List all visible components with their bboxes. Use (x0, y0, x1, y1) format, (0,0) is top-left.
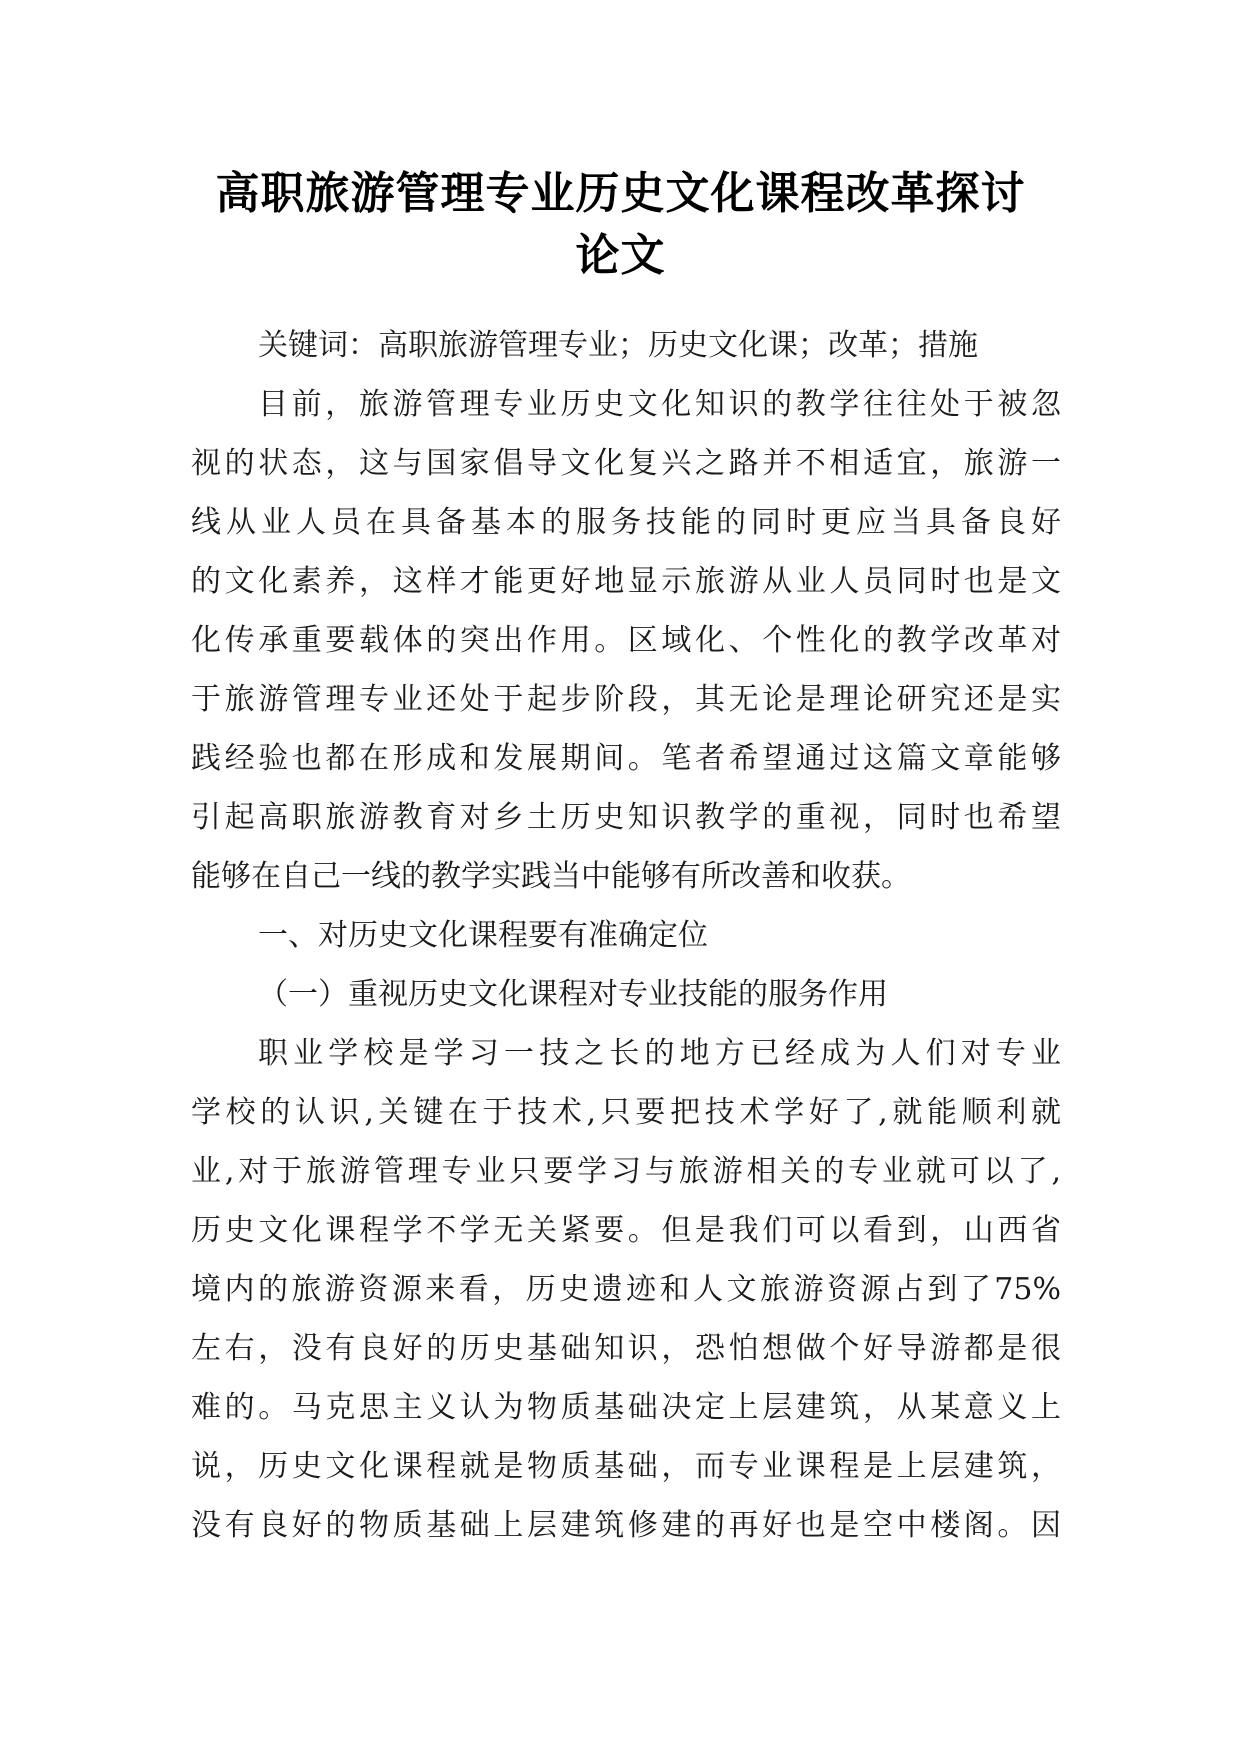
paragraph-line: 左右，没有良好的历史基础知识，恐怕想做个好导游都是很 (191, 1331, 1061, 1366)
paragraph-line: 没有良好的物质基础上层建筑修建的再好也是空中楼阁。因 (191, 1508, 1061, 1543)
paragraph-line: 的文化素养，这样才能更好地显示旅游从业人员同时也是文 (191, 564, 1061, 599)
paragraph-line: 难的。马克思主义认为物质基础决定上层建筑，从某意义上 (191, 1390, 1061, 1425)
page-title: 高职旅游管理专业历史文化课程改革探讨 (215, 168, 1026, 219)
page-title-continued: 论文 (575, 230, 666, 281)
paragraph-line: 线从业人员在具备基本的服务技能的同时更应当具备良好 (191, 505, 1061, 540)
paragraph-line: 历史文化课程学不学无关紧要。但是我们可以看到，山西省 (191, 1213, 1061, 1248)
paragraph-line: 境内的旅游资源来看，历史遗迹和人文旅游资源占到了75% (191, 1272, 1061, 1307)
paragraph-line: 践经验也都在形成和发展期间。笔者希望通过这篇文章能够 (191, 741, 1061, 776)
paragraph-line: 学校的认识,关键在于技术,只要把技术学好了,就能顺利就 (191, 1095, 1061, 1130)
paragraph-line: 视的状态，这与国家倡导文化复兴之路并不相适宜，旅游一 (191, 446, 1061, 481)
paragraph-line: 引起高职旅游教育对乡土历史知识教学的重视，同时也希望 (191, 800, 1061, 835)
paragraph-line: 目前，旅游管理专业历史文化知识的教学往往处于被忽 (258, 387, 1061, 422)
paragraph-line: 能够在自己一线的教学实践当中能够有所改善和收获。 (191, 859, 911, 894)
paragraph-line: 业,对于旅游管理专业只要学习与旅游相关的专业就可以了, (191, 1154, 1061, 1189)
section-heading: （一）重视历史文化课程对专业技能的服务作用 (258, 977, 888, 1012)
paragraph-line: 关键词：高职旅游管理专业；历史文化课；改革；措施 (258, 328, 978, 363)
paragraph-line: 化传承重要载体的突出作用。区域化、个性化的教学改革对 (191, 623, 1061, 658)
section-heading: 一、对历史文化课程要有准确定位 (258, 918, 708, 953)
paragraph-line: 于旅游管理专业还处于起步阶段，其无论是理论研究还是实 (191, 682, 1061, 717)
paragraph-line: 职业学校是学习一技之长的地方已经成为人们对专业 (258, 1036, 1061, 1071)
paragraph-line: 说，历史文化课程就是物质基础，而专业课程是上层建筑， (191, 1449, 1061, 1484)
